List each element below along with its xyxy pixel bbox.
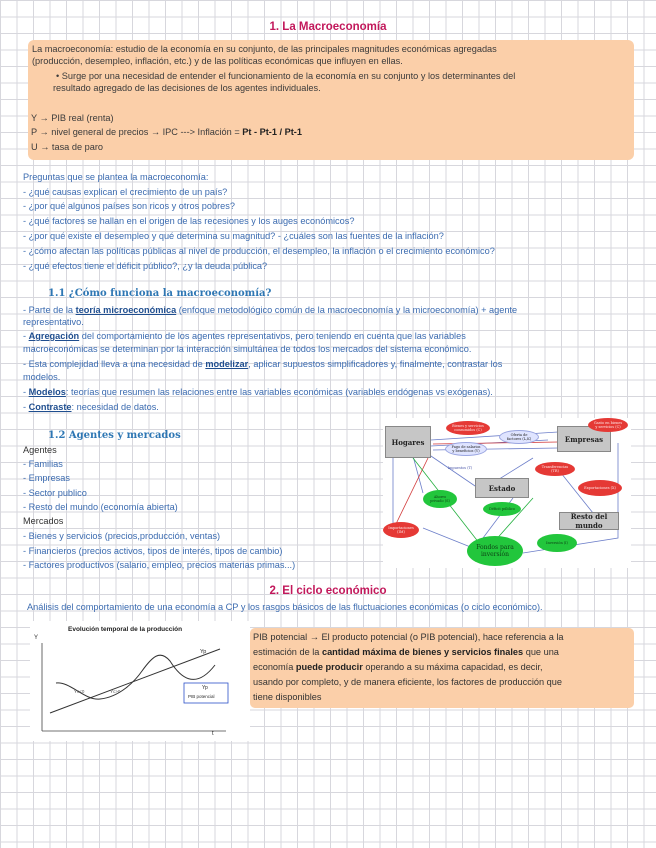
inflation-formula: Pt - Pt-1 / Pt-1 [242,127,302,137]
section12-title: 1.2 Agentes y mercados [48,430,181,441]
s11-l7-dash: - [23,387,29,397]
market-item: - Bienes y servicios (precios,producción, ventas) [23,531,221,541]
pib-l3-b: puede producir [295,662,363,672]
definition-box [28,40,634,160]
trend-line [50,649,220,713]
intro-line1: La macroeconomía: estudio de la economía en su conjunto, de las principales magnitudes económicas agregadas [32,44,497,54]
def-u: U → tasa de paro [31,142,104,152]
node-hogares: Hogares [385,426,431,458]
node-pago-factores: Pago de salarios y beneficios (Y) [445,442,487,456]
node-inversion: Inversión (I) [537,534,577,552]
s11-line7 [23,386,493,398]
agents-heading: Agentes [23,445,57,455]
node-ahorro-privado: Ahorro privado (S) [423,490,457,508]
modelos-term: Modelos [28,387,66,397]
section2-title: 2. El ciclo económico [269,585,387,597]
node-fondos: Fondos para inversión [467,536,523,566]
chart-yp-label: Yp [200,649,207,655]
chart-x-label: t [212,731,214,737]
s11-line1 [23,304,517,316]
node-transferencias: Transferencias (TR) [535,462,575,476]
agregacion-term: Agregación [28,331,80,341]
teoria-micro-term: teoría microeconómica [75,305,177,315]
legend-yp: Yp [202,685,208,691]
arrow [413,456,423,493]
section2-intro: Análisis del comportamiento de una economía a CP y los rasgos básicos de las fluctuaciones económicas (o ciclo económico). [27,602,543,612]
pib-l2-a: estimación de la [253,647,322,657]
bullet-line1: • Surge por una necesidad de entender el funcionamiento de la economía en su conjunto y los determinantes del [56,71,516,81]
intro-line2: (producción, desempleo, inflación, etc.) y de las políticas económicas que influyen en ellas. [32,56,403,66]
agent-item: - Sector publico [23,488,87,498]
node-empresas: Empresas [557,426,611,452]
circular-flow-diagram [383,418,631,568]
chart-yc-negative: Yc<0 [74,689,85,694]
section1-title: 1. La Macroeconomía [269,21,387,33]
chart-yc-positive: Yc>0 [110,689,121,694]
node-resto: Resto del mundo [559,512,619,530]
s11-line4: macroeconómicas se determinan por la interacción simultánea de todos los mercados del sistema económico. [23,344,472,354]
pib-l3-a: economía [253,662,296,672]
market-item: - Factores productivos (salario, empleo, precios materias primas...) [23,560,296,570]
pib-l3-c: operando a su máxima capacidad, es decir, [362,662,543,672]
node-oferta-factores: Oferta de factores (L,K) [499,430,539,444]
s11-l8-b: : necesidad de datos. [71,402,159,412]
pib-line1 [253,631,564,643]
question-6: - ¿qué efectos tiene el déficit público?, ¿y la deuda pública? [23,261,268,271]
s11-line8 [23,401,159,413]
markets-heading: Mercados [23,516,64,526]
question-3: - ¿qué factores se hallan en el origen de las recesiones y los auges económicos? [23,216,355,226]
section11-title: 1.1 ¿Cómo funciona la macroeconomía? [48,288,272,299]
question-1: - ¿qué causas explican el crecimiento de un país? [23,187,228,197]
legend-text: PIB potencial [188,694,215,699]
pib-line5: tiene disponibles [253,692,322,702]
s11-line6: modelos. [23,372,61,382]
s11-line2: representativo. [23,317,84,327]
s11-line3 [23,330,466,342]
question-5: - ¿cómo afectan las políticas públicas al nivel de producción, el desempleo, la inflación o el crecimiento económico? [23,246,495,256]
question-0: Preguntas que se plantea la macroeconomía: [23,172,209,182]
s11-l7-b: : teorías que resumen las relaciones entre las variables económicas (variables endógenas vs exógenas). [65,387,493,397]
chart-title: Evolución temporal de la producción [68,626,183,633]
pib-l2-c: que una [523,647,559,657]
question-4: - ¿por qué existe el desempleo y qué determina su magnitud? - ¿cuáles son las fuentes de la inflación? [23,231,444,241]
node-deficit: Déficit público [483,502,521,516]
contraste-term: Contraste [28,402,72,412]
agent-item: - Familias [23,459,63,469]
node-impuestos: Impuestos (T) [447,466,473,470]
pib-l1-b: El producto potencial (o PIB potencial), hace referencia a la [321,632,564,642]
arrow [423,528,473,548]
node-exportaciones: Exportaciones (X) [578,480,622,496]
pib-line4: usando por completo, y de manera eficiente, los factores de producción que [253,677,562,687]
node-estado: Estado [475,478,529,498]
node-bienes-servicios: Bienes y servicios consumidos (C) [446,421,490,435]
pib-line2 [253,646,559,658]
s11-line5 [23,358,502,370]
agent-item: - Empresas [23,473,70,483]
def-p [31,126,302,138]
def-y: Y → PIB real (renta) [31,113,114,123]
s11-l1-a: - Parte de la [23,305,76,315]
agent-item: - Resto del mundo (economía abierta) [23,502,178,512]
bullet-line2: resultado agregado de las decisiones de los agentes individuales. [53,83,321,93]
s11-l8-dash: - [23,402,29,412]
s11-l1-b: (enfoque metodológico común de la macroeconomía y la microeconomía) + agente [176,305,518,315]
s11-l5-b: , aplicar supuestos simplificadores y, finalmente, contrastar los [248,359,503,369]
s11-l3-dash: - [23,331,29,341]
production-chart [30,621,250,741]
node-importaciones: Importaciones (IM) [383,522,419,538]
pib-line3 [253,661,543,673]
s11-l5-a: - Esta complejidad lleva a una necesidad de [23,359,206,369]
modelizar-term: modelizar [205,359,249,369]
node-gasto-bienes: Gasto en bienes y servicios (C) [588,418,628,432]
pib-l2-b: cantidad máxima de bienes y servicios finales [321,647,524,657]
def-p-text: P → nivel general de precios → IPC ---> Inflación = [31,127,243,137]
s11-l3-b: del comportamiento de los agentes representativos, pero teniendo en cuenta que las variables [79,331,466,341]
chart-y-label: Y [34,635,39,641]
question-2: - ¿por qué algunos países son ricos y otros pobres? [23,201,235,211]
pib-label: PIB potencial → [253,632,322,642]
market-item: - Financieros (precios activos, tipos de interés, tipos de cambio) [23,546,283,556]
pib-potencial-box [250,628,634,708]
chart-svg [30,621,250,741]
